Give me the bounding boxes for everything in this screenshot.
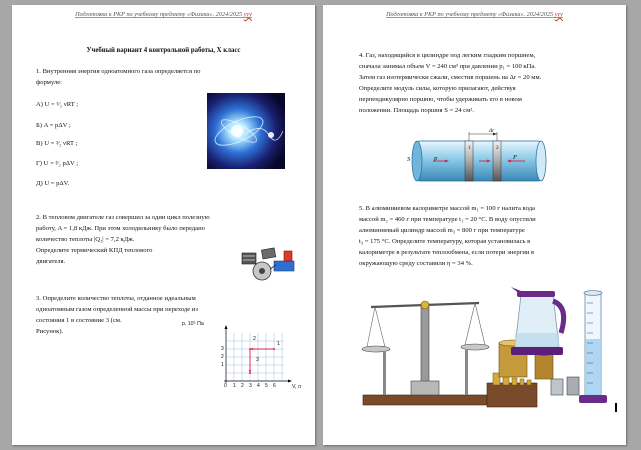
text-cursor — [615, 403, 617, 412]
left-page — [12, 5, 315, 445]
q4-line-4: Определите модуль силы, которую прилагают, действуя — [359, 85, 516, 92]
pv-y-tick-3: 3 — [221, 346, 224, 352]
q4-line-6: положении. Площадь поршня S = 24 см². — [359, 107, 474, 114]
q1-option-d: Г) U = ³⁄₂ pΔV ; — [36, 160, 79, 167]
pv-y-tick-1: 1 — [221, 362, 224, 368]
cyl-label-pos1: 1 — [468, 145, 471, 151]
q5-line-3: алюминиевый цилиндр массой m₃ = 800 г при температуре — [359, 227, 525, 234]
cyl-label-dx: Δr — [489, 128, 495, 134]
q4-line-2: сначала занимал объем V = 240 см³ при давлении p₁ = 100 кПа. — [359, 63, 536, 70]
cylinder-diagram — [407, 129, 553, 185]
pv-x-tick-0: 0 — [224, 383, 227, 389]
q4-line-3: Затем газ изотермически сжали, сместив поршень на Δr = 20 мм. — [359, 74, 542, 81]
pv-x-tick-3: 3 — [249, 383, 252, 389]
right-page — [323, 5, 626, 445]
pv-point-1: 1 — [277, 341, 280, 347]
q2-line-3: количество теплоты |Q₂| = 7,2 кДж. — [36, 236, 135, 243]
lab-equipment-illustration — [355, 273, 617, 411]
cyl-label-pos2: 2 — [496, 145, 499, 151]
engine-illustration — [240, 247, 298, 283]
work-title: Учебный вариант 4 контрольной работы, X класс — [86, 47, 241, 54]
q3-line-1: 3. Определите количество теплоты, отданное идеальным — [36, 295, 196, 302]
pv-x-tick-1: 1 — [233, 383, 236, 389]
left-page-header: Подготовка к РКР по учебному предмету «Физика». 2024/2025 ууу — [75, 11, 252, 18]
cyl-label-s: S — [407, 156, 411, 163]
q2-line-1: 2. В тепловом двигателе газ совершил за один цикл полезную — [36, 214, 210, 221]
pv-y-tick-2: 2 — [221, 354, 224, 360]
q1-option-b: Б) A = pΔV ; — [36, 122, 71, 129]
cyl-label-p: p — [434, 155, 438, 162]
pv-point-2: 2 — [253, 336, 256, 342]
q2-line-5: двигателя. — [36, 258, 66, 265]
pv-x-tick-5: 5 — [265, 383, 268, 389]
q3-line-3: состояния 1 в состояние 3 (см. — [36, 317, 122, 324]
q5-line-4: t₃ = 175 °C. Определите температуру, которая установилась в — [359, 238, 531, 245]
q3-line-2: одноатомным газом определенной массы при переходе из — [36, 306, 198, 313]
pv-point-3: 3 — [256, 357, 259, 363]
right-page-header: Подготовка к РКР по учебному предмету «Физика». 2024/2025 ууу — [386, 11, 563, 18]
cyl-label-f: F — [513, 154, 518, 161]
q1-option-e: Д) U = pΔV. — [36, 180, 70, 187]
q4-line-5: перпендикулярно поршню, чтобы удерживать его в новом — [359, 96, 522, 103]
pv-y-label: p, 10⁵ Па — [182, 321, 204, 327]
q5-line-2: массой m₂ = 460 г при температуре t₁ = 20 °C. В воду опустили — [359, 216, 536, 223]
q1-option-c: В) U = ³⁄₂ νRT ; — [36, 140, 78, 147]
q5-line-1: 5. В алюминиевом калориметре массой m₁ = 100 г налита вода — [359, 205, 535, 212]
q1-option-a: А) U = ⁵⁄₂ νRT ; — [36, 101, 79, 108]
q4-line-1: 4. Газ, находящийся в цилиндре под легким гладким поршнем, — [359, 52, 536, 59]
pv-x-tick-2: 2 — [241, 383, 244, 389]
q3-line-4: Рисунок). — [36, 328, 64, 335]
q1-stem-1: 1. Внутренняя энергия одноатомного газа определяется по — [36, 68, 201, 75]
energy-illustration — [207, 93, 285, 169]
q2-line-4: Определите термический КПД теплового — [36, 247, 153, 254]
q2-line-2: работу, A = 1,8 кДж. При этом холодильнику было передано — [36, 225, 205, 232]
q5-line-6: окружающую среду составили η = 34 %. — [359, 260, 473, 267]
q1-stem-2: формуле: — [36, 79, 62, 86]
q5-line-5: калориметре в результате теплообмена, если потери энергии в — [359, 249, 535, 256]
pv-x-tick-4: 4 — [257, 383, 260, 389]
pv-x-label: V, л — [292, 384, 301, 390]
pv-x-tick-6: 6 — [273, 383, 276, 389]
